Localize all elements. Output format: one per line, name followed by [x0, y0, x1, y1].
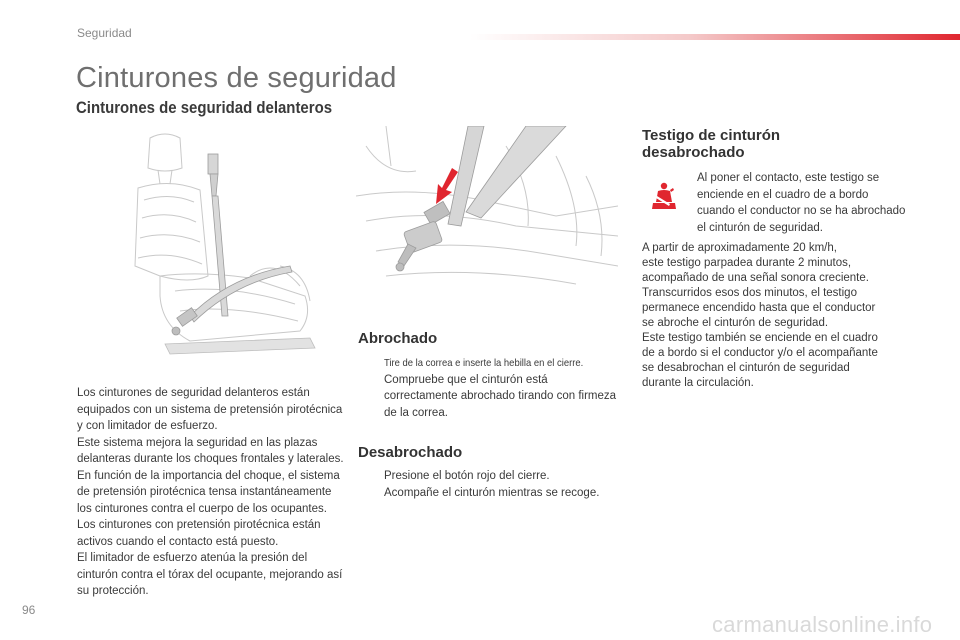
step-text: Compruebe que el cinturón está correctamente abrochado tirando con firmeza de la correa.	[384, 373, 617, 419]
testigo-heading-line: desabrochado	[642, 144, 745, 161]
desabrochado-steps	[360, 468, 622, 501]
step-text: Tire de la correa e inserte la hebilla en el cierre.	[384, 357, 584, 369]
page-subtitle: Cinturones de seguridad delanteros	[76, 98, 333, 117]
detail-line: permanece encendido hasta que el conductor	[642, 302, 876, 314]
intro-paragraph: El limitador de esfuerzo atenúa la presión del cinturón contra el tórax del ocupante, mejorando así su protección.	[77, 552, 343, 597]
list-item	[360, 372, 622, 422]
detail-line: este testigo parpadea durante 2 minutos,	[642, 257, 852, 269]
detail-line: A partir de aproximadamente 20 km/h,	[642, 242, 837, 254]
seatbelt-warning-icon	[651, 182, 677, 210]
abrochado-steps	[360, 355, 622, 421]
detail-line: acompañado de una señal sonora creciente.	[642, 272, 869, 284]
detail-line: se desabrochan el cinturón de seguridad	[642, 362, 850, 374]
watermark: carmanualsonline.info	[712, 612, 933, 637]
detail-line: de a bordo si el conductor y/o el acompañante	[642, 347, 878, 359]
desabrochado-heading: Desabrochado	[358, 444, 463, 461]
intro-paragraph: Los cinturones con pretensión pirotécnica están activos cuando el contacto está puesto.	[77, 519, 321, 548]
section-label: Seguridad	[77, 26, 132, 40]
list-item	[360, 468, 622, 485]
testigo-heading-line: Testigo de cinturón	[642, 127, 781, 144]
header-accent-rule	[470, 34, 960, 40]
detail-line: Este testigo también se enciende en el cuadro	[642, 332, 878, 344]
detail-line: durante la circulación.	[642, 377, 754, 389]
testigo-heading	[642, 127, 842, 161]
list-item	[360, 355, 622, 372]
abrochado-heading: Abrochado	[358, 330, 438, 347]
step-text: Presione el botón rojo del cierre.	[384, 470, 550, 482]
intro-paragraph: Este sistema mejora la seguridad en las plazas delanteras durante los choques frontales y laterales. En función de la importancia del choque, el sistema de pretensión pirotécnica tensa instantáneamente los cinturones contra el cuerpo de los ocupantes.	[77, 436, 344, 515]
intro-text	[77, 385, 345, 600]
list-item	[360, 485, 622, 502]
warning-detail-text	[642, 241, 910, 391]
detail-line: Transcurridos esos dos minutos, el testigo	[642, 287, 857, 299]
detail-line: se abroche el cinturón de seguridad.	[642, 317, 829, 329]
intro-paragraph: Los cinturones de seguridad delanteros están equipados con un sistema de pretensión pirotécnica y con limitador de esfuerzo.	[77, 387, 343, 432]
step-text: Acompañe el cinturón mientras se recoge.	[384, 486, 600, 499]
seat-belt-illustration	[130, 126, 340, 358]
warning-icon-text: Al poner el contacto, este testigo se enciende en el cuadro de a bordo cuando el conductor no se ha abrochado el cinturón de seguridad.	[697, 172, 906, 234]
buckle-insertion-illustration	[356, 126, 618, 302]
page-number: 96	[22, 603, 36, 617]
page-title: Cinturones de seguridad	[76, 62, 397, 94]
